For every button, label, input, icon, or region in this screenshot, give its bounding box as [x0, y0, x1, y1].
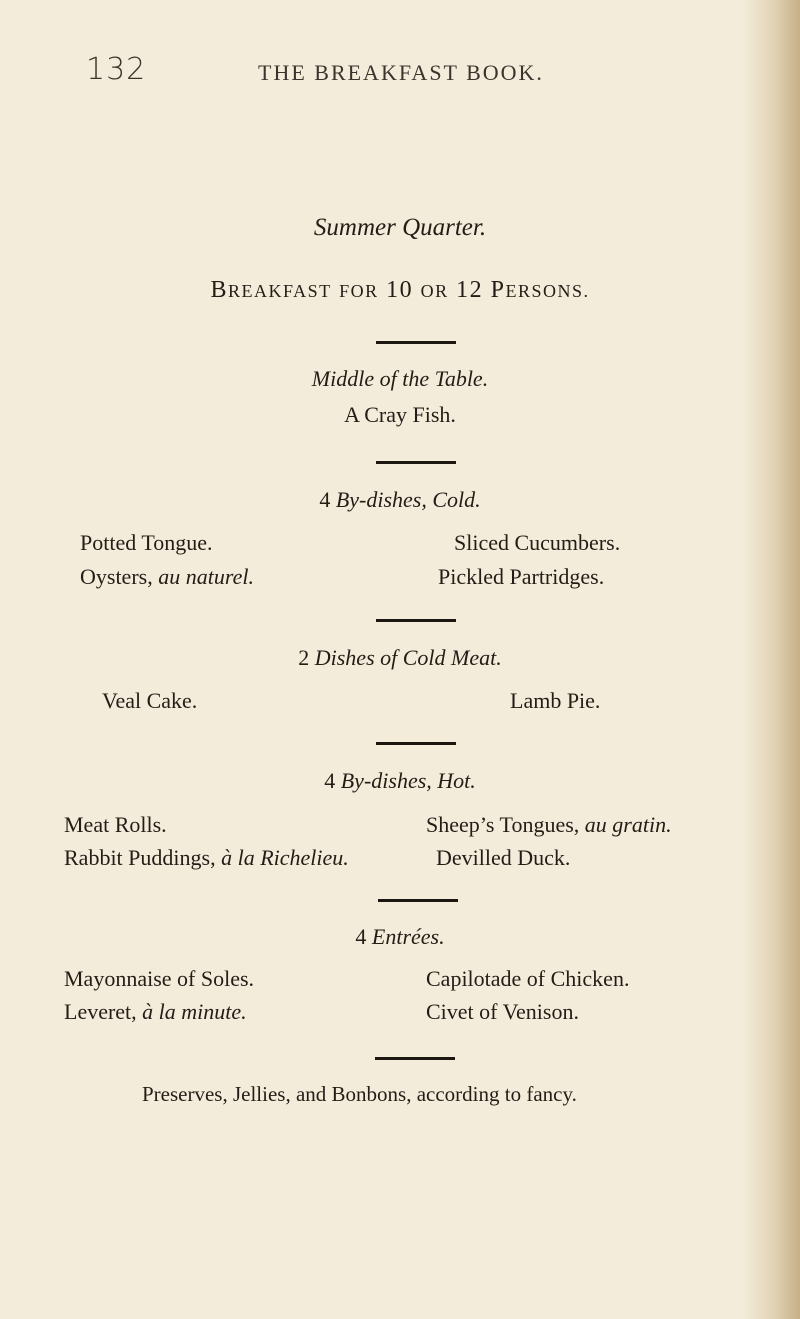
- running-title: THE BREAKFAST BOOK.: [258, 60, 544, 85]
- menu-item-meat-rolls: Meat Rolls.: [64, 812, 167, 837]
- divider-rule: [375, 1057, 455, 1060]
- divider-rule: [376, 619, 456, 622]
- menu-item-lamb-pie: Lamb Pie.: [510, 688, 601, 713]
- divider-rule: [378, 899, 458, 902]
- menu-item-oysters: Oysters, au naturel.: [80, 564, 254, 589]
- divider-rule: [376, 461, 456, 464]
- menu-item-rabbit-puddings: Rabbit Puddings, à la Richelieu.: [64, 845, 349, 870]
- menu-item-mayonnaise-of-soles: Mayonnaise of Soles.: [64, 966, 255, 991]
- section-heading-bydishes-cold: 4 By-dishes, Cold.: [319, 487, 481, 512]
- menu-item-pickled-partridges: Pickled Partridges.: [438, 564, 605, 589]
- section-heading-bydishes-hot: 4 By-dishes, Hot.: [324, 768, 476, 793]
- menu-item-sliced-cucumbers: Sliced Cucumbers.: [454, 530, 621, 555]
- menu-item-civet-of-venison: Civet of Venison.: [426, 999, 579, 1024]
- divider-rule: [376, 742, 456, 745]
- divider-rule: [376, 341, 456, 344]
- section-heading-middle: Middle of the Table.: [311, 366, 489, 391]
- section-heading-cold-meat: 2 Dishes of Cold Meat.: [298, 645, 502, 670]
- menu-subtitle: BREAKFAST FOR 10 OR 12 PERSONS.: [210, 277, 590, 303]
- menu-item-leveret: Leveret, à la minute.: [64, 999, 247, 1024]
- menu-item-veal-cake: Veal Cake.: [102, 688, 198, 713]
- menu-item-devilled-duck: Devilled Duck.: [436, 845, 571, 870]
- menu-footer-preserves: Preserves, Jellies, and Bonbons, according to fancy.: [142, 1082, 577, 1106]
- menu-item-cray-fish: A Cray Fish.: [344, 402, 456, 427]
- menu-item-potted-tongue: Potted Tongue.: [80, 530, 213, 555]
- section-heading-entrees: 4 Entrées.: [355, 924, 445, 949]
- page-number: 132: [86, 52, 147, 87]
- menu-item-sheeps-tongues: Sheep’s Tongues, au gratin.: [426, 812, 672, 837]
- menu-item-capilotade-of-chicken: Capilotade of Chicken.: [426, 966, 630, 991]
- menu-title: Summer Quarter.: [313, 214, 487, 241]
